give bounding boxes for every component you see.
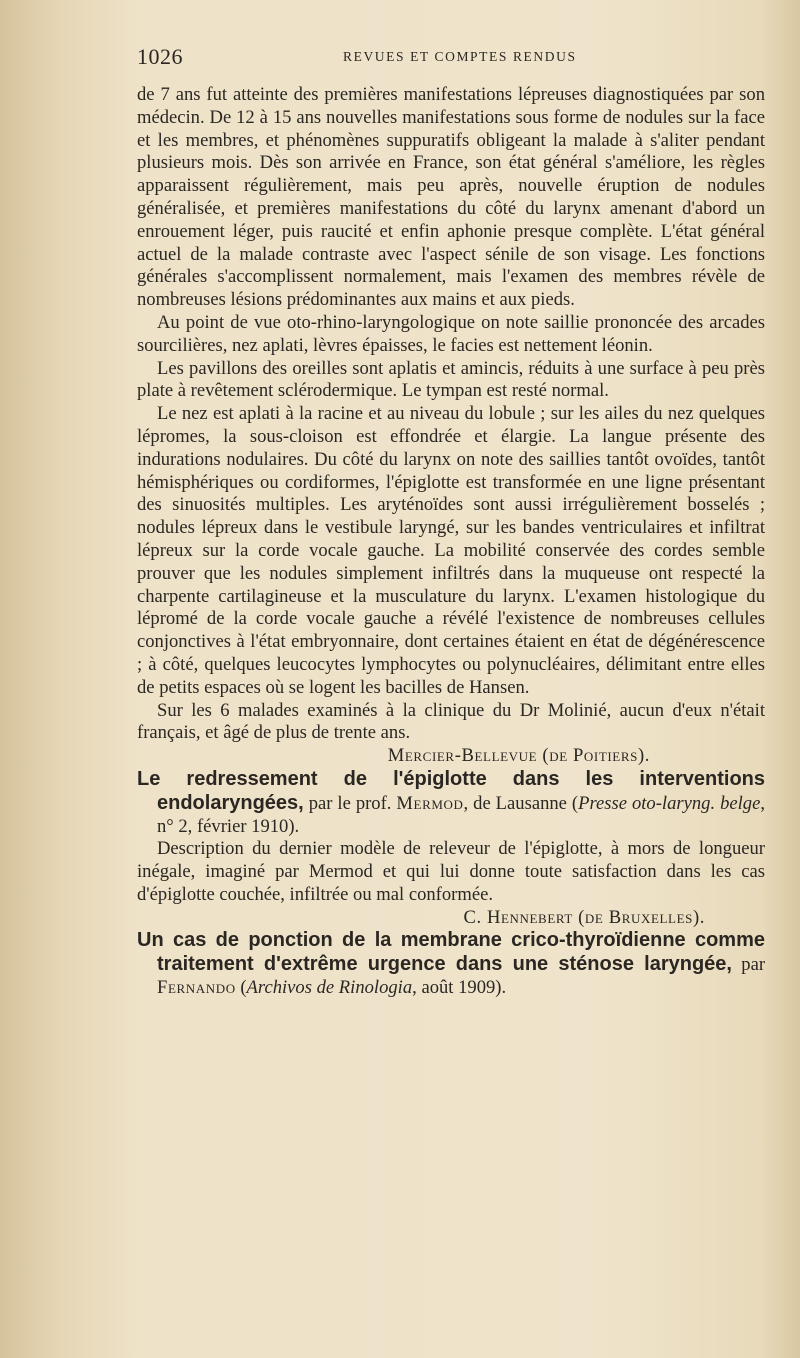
article-by: par (731, 954, 766, 976)
running-head: REVUES ET COMPTES RENDUS (343, 49, 577, 64)
article-title: Un cas de ponction de la membrane crico-thyroïdienne comme traitement d'extrême urgence dans une sténose laryngée, (137, 929, 765, 976)
paragraph-oto-rhino: Au point de vue oto-rhino-laryngologique on note saillie prononcée des arcades sourcilières, nez aplati, lèvres épaisses, le facies est nettement léonin. (137, 311, 765, 356)
article-author: Mermod (396, 792, 464, 814)
article-summary: Description du dernier modèle de releveur de l'épiglotte, à mors de longueur inégale, imaginé par Mermod et qui lui donne toute satisfaction dans les cas d'épiglotte couchée, infiltrée ou mal conformée. (137, 838, 765, 905)
page-body (137, 84, 765, 1000)
article-place: , de Lausanne ( (463, 792, 579, 814)
paragraph-conclusion: Sur les 6 malades examinés à la clinique du Dr Molinié, aucun d'eux n'était français, et âgé de plus de trente ans. (137, 699, 765, 744)
paragraph-case-history: de 7 ans fut atteinte des premières manifestations lépreuses diagnostiquées par son médecin. De 12 à 15 ans nouvelles manifestations sous forme de nodules sur la face et les membres, et phénomènes suppuratifs obligeant la malade à s'aliter pendant plusieurs mois. Dès son arrivée en France, son état général s'améliore, les règles apparaissent régulièrement, mais peu après, nouvelle éruption de nodules généralisée, et premières manifestations du côté du larynx amenant d'abord un enrouement léger, puis raucité et enfin aphonie presque complète. L'état général actuel de la malade contraste avec l'aspect sénile de son visage. Les fonctions générales s'accomplissent normalement, mais l'examen des membres révèle de nombreuses lésions prédominantes aux mains et aux pieds. (137, 84, 765, 311)
signature-mercier-bellevue: Mercier-Bellevue (de Poitiers). (387, 745, 650, 767)
page-header (137, 44, 767, 74)
article-author: Fernando (157, 977, 236, 999)
signature-hennebert: C. Hennebert (de Bruxelles). (463, 906, 705, 928)
article-journal: Presse oto-laryng. belge (578, 792, 761, 814)
article-open: ( (235, 977, 247, 999)
article-details: , n° 2, février 1910). (157, 792, 765, 837)
paragraph-nose-larynx: Le nez est aplati à la racine et au niveau du lobule ; sur les ailes du nez quelques lépromes, la sous-cloison est effondrée et élargie. La langue présente des indurations nodulaires. Du côté du larynx on note des saillies tantôt ovoïdes, tantôt hémisphériques ou cordiformes, l'épiglotte est transformée en une ligne présentant des sinuosités multiples. Les aryténoïdes sont aussi irrégulièrement bosselés ; nodules lépreux dans le vestibule laryngé, sur les bandes ventriculaires et infiltrat lépreux sur la corde vocale gauche. La mobilité conservée des cordes semble prouver que les nodules simplement infiltrés dans la muqueuse ont respecté la charpente cartilagineuse et la musculature du larynx. L'examen histologique du lépromé de la corde vocale gauche a révélé l'existence de nombreuses cellules conjonctives à l'état embryonnaire, dont certaines étaient en état de dégénérescence ; à côté, quelques leucocytes lymphocytes ou polynucléaires, délimitant entre elles de petits espaces où se logent les bacilles de Hansen. (137, 403, 765, 698)
article-title: Le redressement de l'épiglotte dans les interventions endolaryngées, (137, 767, 765, 814)
article-epiglotte (137, 768, 765, 838)
article-ponction (137, 929, 765, 999)
article-by: par le prof. (303, 792, 397, 814)
article-details: , août 1909). (412, 977, 507, 999)
page-number: 1026 (137, 44, 183, 69)
article-journal: Archivos de Rinologia (246, 977, 413, 999)
paragraph-ears: Les pavillons des oreilles sont aplatis et amincis, réduits à une surface à peu près plate à revêtement sclérodermique. Le tympan est resté normal. (137, 357, 765, 402)
